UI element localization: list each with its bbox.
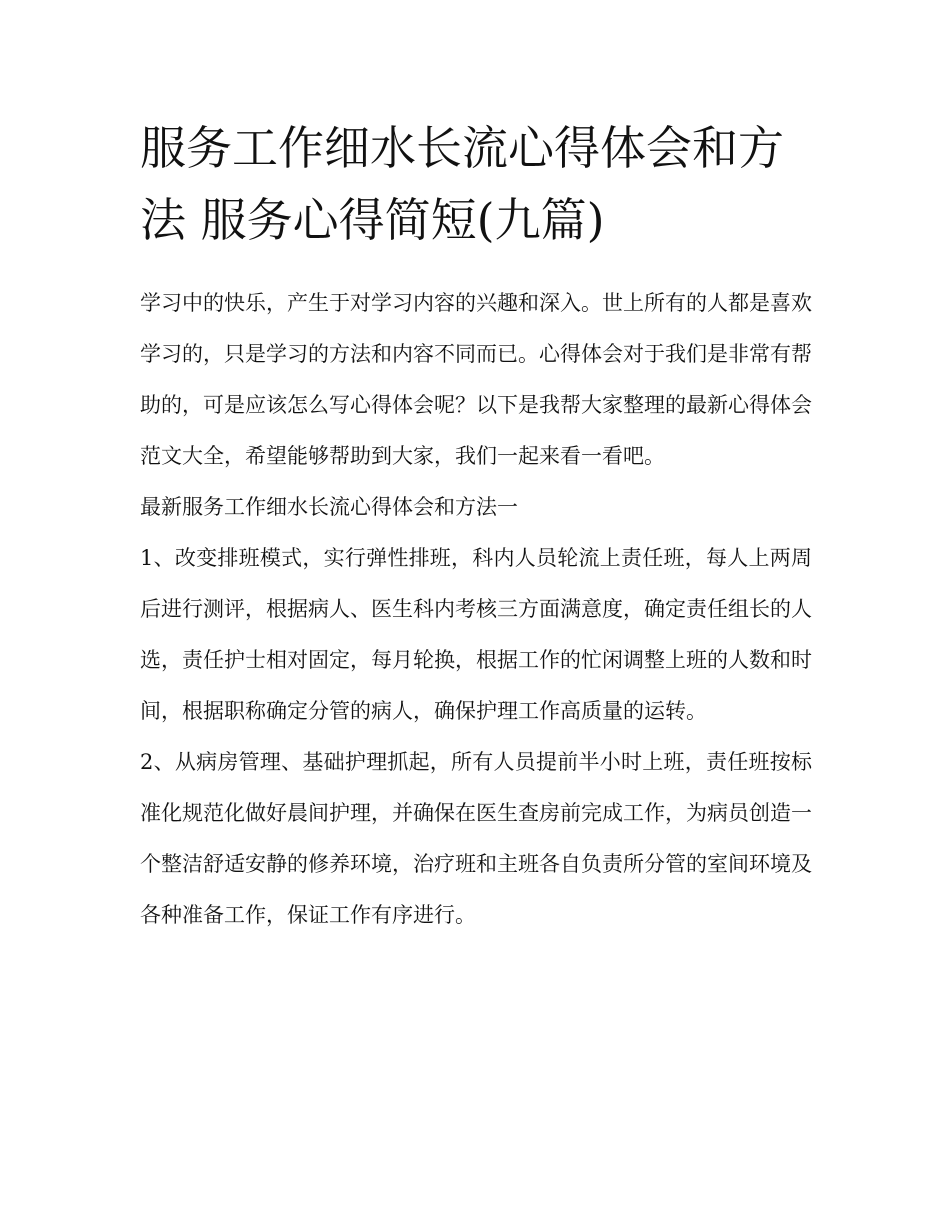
document-title: 服务工作细水长流心得体会和方法 服务心得简短(九篇): [140, 121, 784, 247]
document-body: [140, 278, 812, 941]
section-heading: 最新服务工作细水长流心得体会和方法一: [140, 495, 518, 519]
list-item-2: 2、从病房管理、基础护理抓起，所有人员提前半小时上班，责任班按标准化规范化做好晨间护理，并确保在医生查房前完成工作，为病员创造一个整洁舒适安静的修养环境，治疗班和主班各自负责所分管的室间环境及各种准备工作，保证工作有序进行。: [140, 750, 812, 927]
intro-paragraph: 学习中的快乐，产生于对学习内容的兴趣和深入。世上所有的人都是喜欢学习的，只是学习的方法和内容不同而已。心得体会对于我们是非常有帮助的，可是应该怎么写心得体会呢？以下是我帮大家整理的最新心得体会范文大全，希望能够帮助到大家，我们一起来看一看吧。: [140, 291, 812, 468]
list-item-1: 1、改变排班模式，实行弹性排班，科内人员轮流上责任班，每人上两周后进行测评，根据病人、医生科内考核三方面满意度，确定责任组长的人选，责任护士相对固定，每月轮换，根据工作的忙闲调整上班的人数和时间，根据职称确定分管的病人，确保护理工作高质量的运转。: [140, 546, 812, 723]
document-page: [140, 112, 812, 941]
